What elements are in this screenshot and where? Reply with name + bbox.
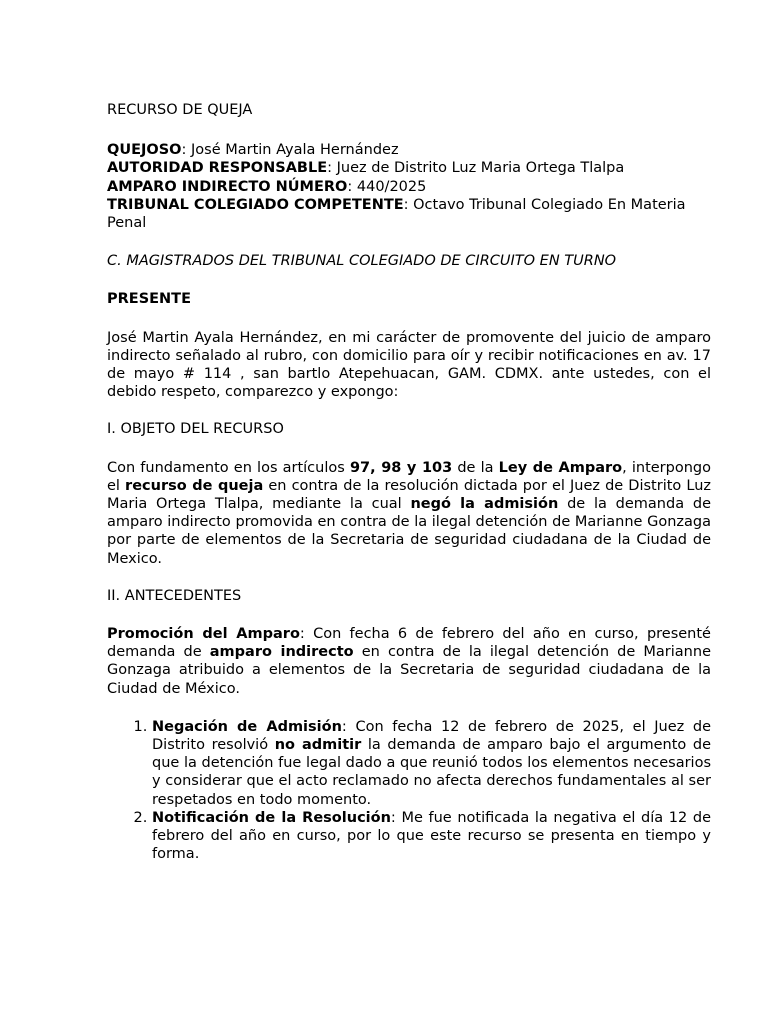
field-value: : José Martin Ayala Hernández	[181, 142, 399, 159]
header-field-amparo	[107, 178, 711, 196]
header-field-autoridad	[107, 159, 711, 177]
bold-run: Notificación de la Resolución	[152, 809, 391, 826]
spacer	[107, 401, 711, 420]
text-run: : Me fue notificada la negativa el día 12 de febrero del año en curso, por lo que este recurso se presenta en tiempo y forma.	[152, 809, 711, 863]
text-run: en contra de la resolución dictada por el Juez de Distrito Luz Maria Ortega Tlalpa, mediante la cual	[107, 477, 712, 513]
field-value: : Juez de Distrito Luz Maria Ortega Tlalpa	[327, 160, 625, 177]
header-fields	[107, 141, 711, 232]
bold-run: no admitir	[274, 737, 362, 754]
bold-run: Ley de Amparo	[498, 459, 623, 476]
bold-run: negó la admisión	[410, 496, 559, 513]
list-item	[152, 809, 711, 864]
text-run: la demanda de amparo bajo el argumento de que la detención fue legal dado a que reunió todos los elementos necesarios y considerar que el acto reclamado no afecta derechos fundamentales al ser respetados en todo momento.	[152, 737, 711, 808]
intro-paragraph: José Martin Ayala Hernández, en mi carácter de promovente del juicio de amparo indirecto señalado al rubro, con domicilio para oír y recibir notificaciones en av. 17 de mayo # 114 , san bartlo Atepehuacan, GAM. CDMX. ante ustedes, con el debido respeto, comparezco y expongo:	[107, 329, 711, 401]
header-field-quejoso	[107, 141, 711, 159]
document-title: RECURSO DE QUEJA	[107, 102, 253, 118]
spacer	[107, 270, 711, 290]
section-2-paragraph	[107, 625, 711, 698]
spacer	[107, 698, 711, 718]
section-1-heading: I. OBJETO DEL RECURSO	[107, 421, 284, 438]
text-run: Con fundamento en los artículos	[107, 459, 350, 476]
field-value: : 440/2025	[347, 178, 427, 195]
document-page	[107, 101, 711, 864]
spacer	[107, 119, 711, 141]
field-label: AUTORIDAD RESPONSABLE	[107, 160, 328, 177]
spacer	[107, 605, 711, 625]
bold-run: amparo indirecto	[209, 644, 354, 661]
section-2-heading: II. ANTECEDENTES	[107, 587, 242, 604]
spacer	[107, 232, 711, 252]
bold-run: Promoción del Amparo	[107, 626, 300, 643]
text-run: : Con fecha 6 de febrero del año en curso, presenté demanda de	[107, 626, 711, 661]
spacer	[107, 439, 711, 459]
text-run: de la	[452, 459, 499, 476]
header-field-tribunal	[107, 196, 711, 232]
field-label: QUEJOSO	[107, 142, 182, 159]
addressee: C. MAGISTRADOS DEL TRIBUNAL COLEGIADO DE CIRCUITO EN TURNO	[107, 253, 617, 270]
bold-run: 97, 98 y 103	[349, 459, 453, 476]
field-label: TRIBUNAL COLEGIADO COMPETENTE	[107, 196, 404, 213]
text-run: en contra de la ilegal detención de Marianne Gonzaga atribuido a elementos de la Secretaria de seguridad ciudadana de la Ciudad de México.	[107, 644, 711, 697]
text-run: de la demanda de amparo indirecto promovida en contra de la ilegal detención de Marianne Gonzaga por parte de elementos de la Secretaria de seguridad ciudadana de la Ciudad de Mexico.	[107, 496, 711, 567]
text-run: : Con fecha 12 de febrero de 2025, el Juez de Distrito resolvió	[152, 718, 712, 754]
text-run: , interpongo el	[107, 459, 711, 494]
section-1-paragraph	[107, 459, 711, 568]
presente-heading: PRESENTE	[107, 291, 191, 308]
list-item	[152, 718, 711, 809]
spacer	[107, 309, 711, 329]
bold-run: recurso de queja	[125, 477, 264, 494]
bold-run: Negación de Admisión	[152, 718, 342, 735]
spacer	[107, 568, 711, 587]
field-value: : Octavo Tribunal Colegiado En Materia Penal	[107, 196, 686, 232]
antecedentes-list	[107, 718, 711, 864]
field-label: AMPARO INDIRECTO NÚMERO	[107, 178, 348, 195]
